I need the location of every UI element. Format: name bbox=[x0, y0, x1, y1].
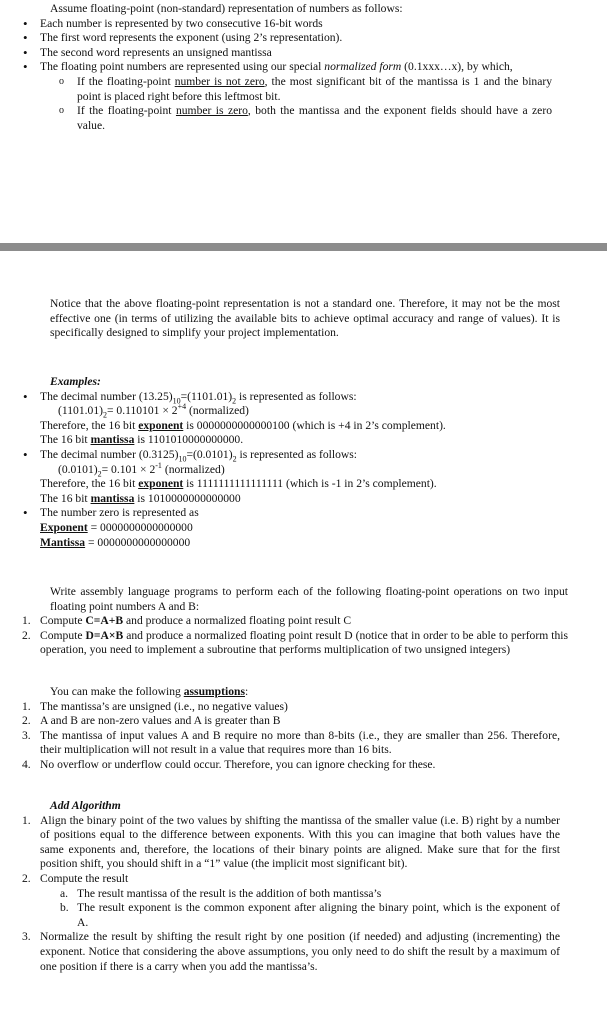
text: , the most significant bit of the mantissa is 1 and the binary point is placed right before this leftmost bit. bbox=[77, 74, 553, 103]
text: The result mantissa of the result is the addition of both mantissa’s bbox=[77, 886, 382, 900]
assumptions-intro bbox=[50, 685, 568, 700]
task-list bbox=[0, 614, 568, 658]
assumptions-section bbox=[22, 685, 568, 773]
assumption-item bbox=[0, 729, 560, 758]
example-0-3125 bbox=[0, 448, 560, 506]
task-item-add bbox=[0, 614, 568, 629]
normalized-line bbox=[40, 460, 560, 478]
text: (0.1xxx…x), by which, bbox=[401, 60, 513, 74]
subscript: 2 bbox=[232, 454, 237, 464]
item-number: 3. bbox=[22, 930, 31, 944]
operation: D=A×B bbox=[85, 628, 124, 642]
text: = 0.110101 × 2 bbox=[106, 404, 178, 418]
text: (normalized) bbox=[186, 404, 249, 418]
text: The 16 bit bbox=[40, 433, 91, 447]
mantissa-label: Mantissa bbox=[40, 535, 86, 549]
text: No overflow or underflow could occur. Therefore, you can ignore checking for these. bbox=[40, 757, 436, 771]
assumption-item bbox=[0, 714, 560, 729]
page-divider bbox=[0, 243, 607, 251]
text: is 1111111111111111 (which is -1 in 2’s complement). bbox=[183, 477, 437, 491]
exponent-term: exponent bbox=[138, 418, 184, 432]
exponent-label: Exponent bbox=[40, 520, 88, 534]
zero-mantissa-line bbox=[40, 536, 560, 551]
page-top bbox=[0, 0, 607, 243]
text: (normalized) bbox=[161, 462, 225, 476]
text: =(1101.01) bbox=[180, 389, 233, 403]
text: The decimal number (0.3125) bbox=[40, 447, 179, 461]
examples-section bbox=[40, 375, 560, 550]
item-number: 1. bbox=[22, 699, 31, 713]
examples-list bbox=[0, 390, 560, 551]
text: If the floating-point bbox=[77, 104, 176, 118]
bullet-item-normalized bbox=[0, 60, 592, 75]
task-item-multiply bbox=[0, 629, 568, 658]
bullet-item: • The first word represents the exponent (using 2’s representation). bbox=[0, 31, 560, 46]
subscript: 2 bbox=[102, 410, 107, 420]
sub-bullet-zero bbox=[0, 104, 552, 133]
text: is represented as follows: bbox=[236, 447, 358, 461]
text: The number zero is represented as bbox=[40, 506, 199, 520]
bullet-item: • The second word represents an unsigned mantissa bbox=[0, 46, 560, 61]
text: If the floating-point bbox=[77, 74, 175, 88]
exponent-term: exponent bbox=[138, 477, 184, 491]
item-number: 2. bbox=[22, 871, 31, 885]
add-algorithm-heading: Add Algorithm bbox=[50, 799, 121, 812]
text: The mantissa of input values A and B require no more than 8-bits (i.e., they are smaller than 256. Therefore, their multiplication will not result in a value that requires more than 16 bits. bbox=[40, 728, 560, 757]
subscript: 2 bbox=[232, 395, 237, 405]
item-number: 2. bbox=[22, 628, 31, 642]
task-intro: Write assembly language programs to perform each of the following floating-point operations on two input floating point numbers A and B: bbox=[50, 585, 568, 613]
text: , both the mantissa and the exponent fields should have a zero value. bbox=[77, 104, 552, 132]
text: Compute the result bbox=[40, 871, 129, 885]
example-13-25 bbox=[0, 390, 560, 448]
normalized-line bbox=[40, 404, 560, 419]
normalized-form-term: normalized form bbox=[324, 60, 402, 74]
algorithm-substep-exponent bbox=[0, 901, 560, 930]
item-number: 4. bbox=[22, 757, 31, 771]
item-number: 2. bbox=[22, 714, 31, 728]
operation: C=A+B bbox=[85, 614, 124, 628]
exponent-value: = 0000000000000000 bbox=[87, 520, 193, 534]
notice-paragraph: Notice that the above floating-point representation is not a standard one. Therefore, it may not be the most effective one (in terms of utilizing the available bits to achieve optimal accuracy and range of values). It is specifically designed to simplify your project implementation. bbox=[50, 297, 560, 340]
zero-exponent-line bbox=[40, 521, 560, 536]
item-number: 3. bbox=[22, 728, 31, 742]
text: Therefore, the 16 bit bbox=[40, 418, 139, 432]
superscript: -1 bbox=[155, 460, 162, 470]
text: is 1101010000000000. bbox=[134, 433, 244, 447]
text: The result exponent is the common exponent after aligning the binary point, which is the exponent of A. bbox=[77, 901, 560, 929]
text: (0.0101) bbox=[58, 462, 98, 476]
text: = 0.101 × 2 bbox=[101, 462, 156, 476]
text: The mantissa’s are unsigned (i.e., no negative values) bbox=[40, 699, 288, 713]
superscript: +4 bbox=[177, 402, 187, 412]
exponent-line bbox=[40, 477, 560, 492]
text: Compute bbox=[40, 614, 86, 628]
text: The decimal number (13.25) bbox=[40, 389, 173, 403]
page-bottom bbox=[0, 251, 607, 1024]
algorithm-step-normalize bbox=[0, 930, 560, 974]
mantissa-line bbox=[40, 492, 560, 507]
mantissa-line bbox=[40, 433, 560, 448]
item-number: 1. bbox=[22, 614, 31, 628]
subscript: 10 bbox=[172, 395, 181, 405]
example-zero bbox=[0, 506, 560, 550]
examples-heading: Examples: bbox=[50, 375, 101, 388]
item-letter: a. bbox=[60, 886, 69, 900]
underlined-text: number is not zero bbox=[174, 74, 265, 88]
item-number: 1. bbox=[22, 813, 31, 827]
subscript: 2 bbox=[97, 468, 102, 478]
add-algorithm-list bbox=[0, 814, 560, 975]
text: is 0000000000000100 (which is +4 in 2’s complement). bbox=[183, 418, 446, 432]
item-letter: b. bbox=[60, 901, 69, 915]
algorithm-step-align bbox=[0, 814, 560, 872]
assumption-item bbox=[0, 700, 560, 715]
assumptions-term: assumptions bbox=[183, 685, 245, 698]
text: The 16 bit bbox=[40, 491, 91, 505]
text: and produce a normalized floating point result D (notice that in order to be able to perform this operation, you need to implement a subroutine that performs multiplication of two unsigned integers) bbox=[40, 628, 568, 657]
text: You can make the following bbox=[50, 685, 184, 698]
subscript: 10 bbox=[178, 454, 187, 464]
task-section bbox=[22, 585, 568, 658]
text: =(0.0101) bbox=[186, 447, 233, 461]
text: A and B are non-zero values and A is greater than B bbox=[40, 714, 281, 728]
intro-text: Assume floating-point (non-standard) representation of numbers as follows: bbox=[50, 2, 403, 15]
text: Therefore, the 16 bit bbox=[40, 477, 139, 491]
text: (1101.01) bbox=[58, 404, 103, 418]
underlined-text: number is zero bbox=[175, 104, 248, 118]
text: is 1010000000000000 bbox=[134, 491, 241, 505]
bullet-item: • Each number is represented by two consecutive 16-bit words bbox=[0, 17, 560, 32]
mantissa-value: = 0000000000000000 bbox=[85, 535, 191, 549]
text: is represented as follows: bbox=[236, 389, 357, 403]
text: : bbox=[244, 685, 249, 698]
mantissa-term: mantissa bbox=[90, 433, 135, 447]
mantissa-term: mantissa bbox=[90, 491, 135, 505]
assumption-item bbox=[0, 758, 560, 773]
text: and produce a normalized floating point result C bbox=[123, 614, 352, 628]
sub-bullet-nonzero bbox=[0, 75, 552, 104]
sub-bullet-list bbox=[0, 75, 552, 133]
algorithm-step-compute bbox=[0, 872, 560, 887]
text: Align the binary point of the two values by shifting the mantissa of the smaller value (i.e. B) right by a number of positions equal to the difference between exponents. With this you can imagine that both values have the same exponents and, therefore, the locations of their binary points are aligned. Make sure that for the first position shift, you should shift in a “1” value (the implicit most significant bit). bbox=[40, 813, 560, 871]
text: Compute bbox=[40, 628, 86, 642]
assumptions-list bbox=[0, 700, 560, 773]
text: Normalize the result by shifting the result right by one position (if needed) and adjusting (incrementing) the exponent. Notice that considering the above assumptions, you only need to do shift the result by a maximum of one position if there is a carry when you add the mantissa’s. bbox=[40, 930, 560, 973]
exponent-line bbox=[40, 419, 560, 434]
format-bullet-list bbox=[40, 16, 560, 75]
add-algorithm-section bbox=[22, 799, 568, 974]
algorithm-substep-mantissa bbox=[0, 887, 560, 902]
text: The floating point numbers are represented using our special bbox=[40, 60, 325, 74]
